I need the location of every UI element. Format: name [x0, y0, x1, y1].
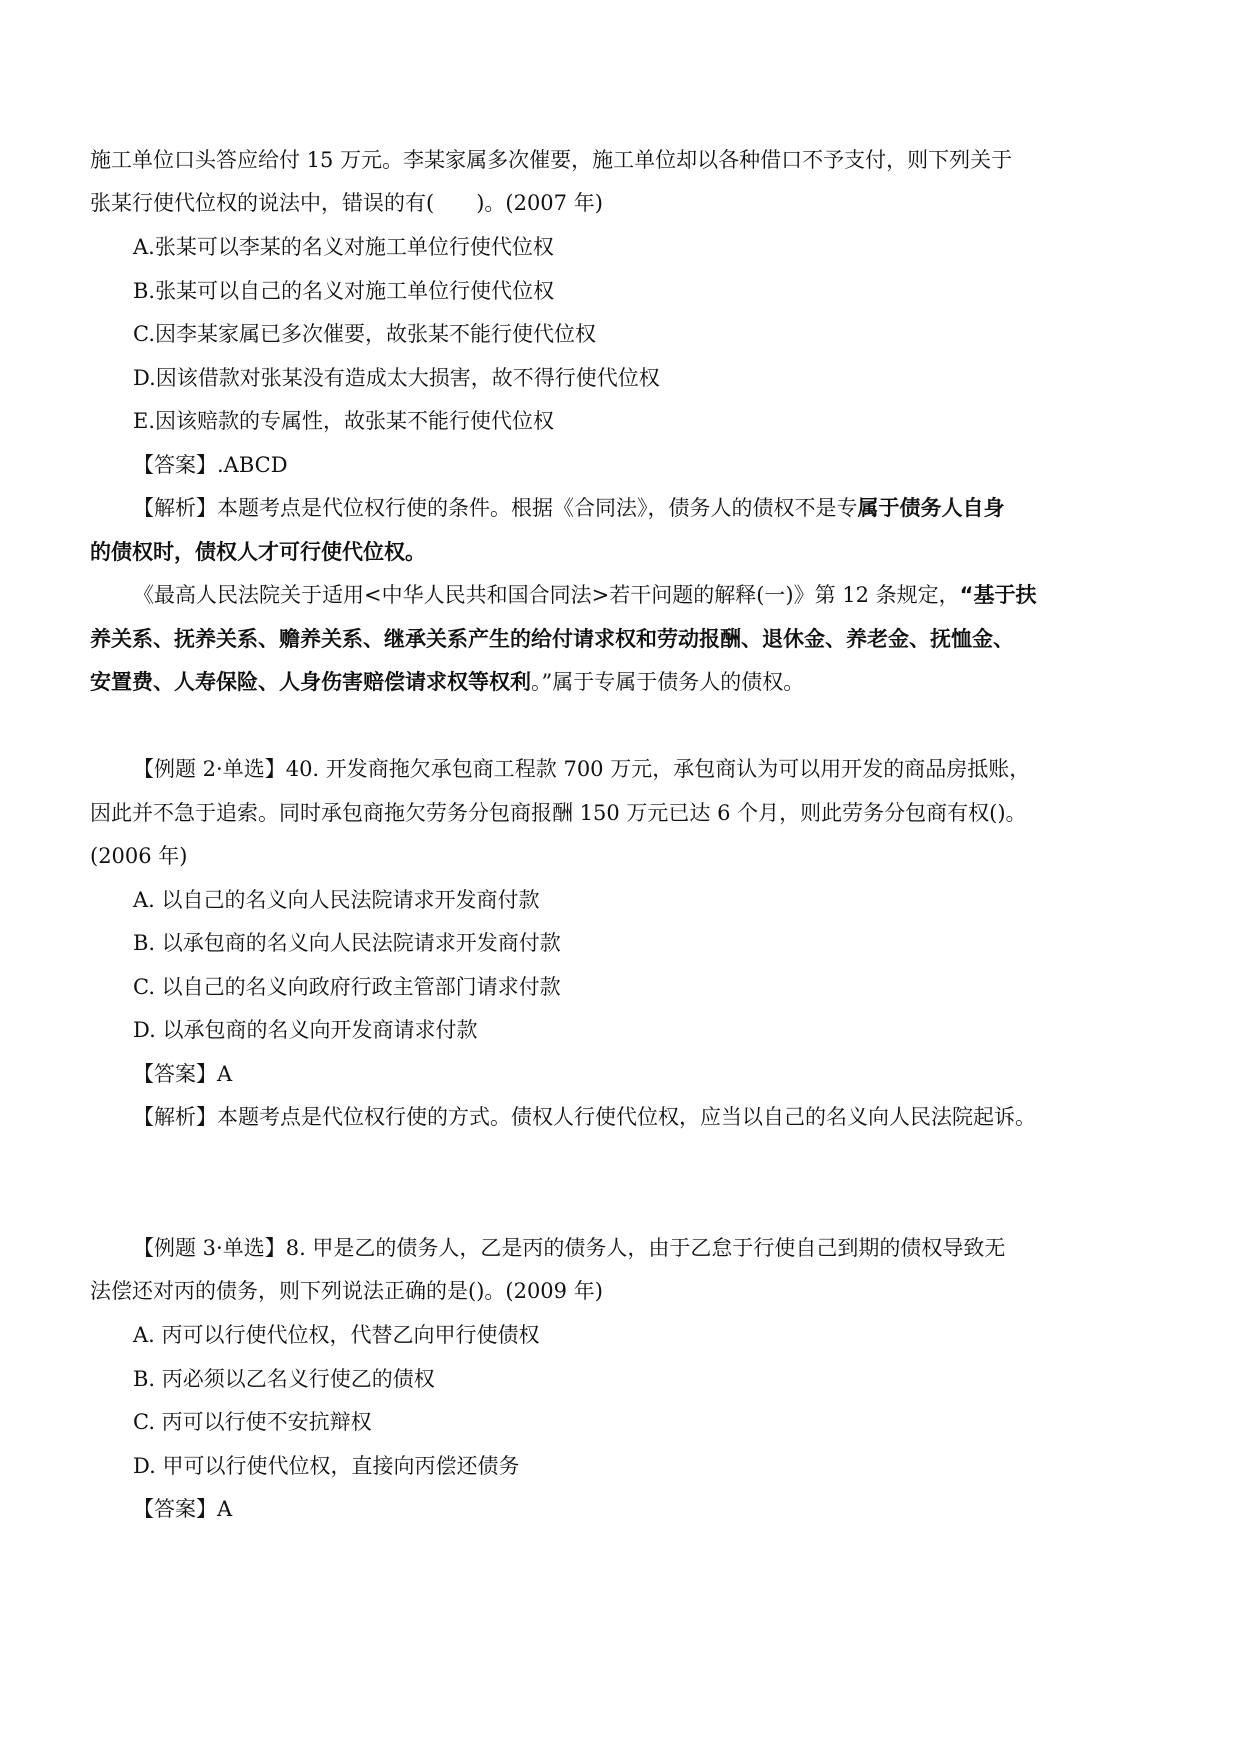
q1-stem-line-2: 张某行使代位权的说法中，错误的有( )。(2007 年): [90, 191, 603, 215]
q2-stem-line-2: 因此并不急于追索。同时承包商拖欠劳务分包商报酬 150 万元已达 6 个月，则此劳务分包商有权()。: [90, 801, 1027, 825]
q1-analysis-text: 【解析】本题考点是代位权行使的条件。根据《合同法》，债务人的债权不是专: [133, 496, 858, 520]
q2-analysis: 【解析】本题考点是代位权行使的方式。债权人行使代位权，应当以自己的名义向人民法院起诉。: [133, 1105, 1036, 1129]
q1-option-d: D.因该借款对张某没有造成太大损害，故不得行使代位权: [133, 366, 660, 390]
q1-option-b: B.张某可以自己的名义对施工单位行使代位权: [133, 279, 555, 303]
q1-quote-text: 《最高人民法院关于适用<中华人民共和国合同法>若干问题的解释(一)》第 12 条规定，: [133, 583, 960, 607]
q3-option-b: B. 丙必须以乙名义行使乙的债权: [133, 1367, 435, 1391]
q2-option-b: B. 以承包商的名义向人民法院请求开发商付款: [133, 931, 561, 955]
q1-quote-tail: 。”属于专属于债务人的债权。: [531, 670, 805, 694]
q1-quote-line-1: [133, 580, 1160, 610]
q1-stem-line-1: 施工单位口头答应给付 15 万元。李某家属多次催要，施工单位却以各种借口不予支付，则下列关于: [90, 148, 1013, 172]
q3-stem-line-1: 【例题 3·单选】8. 甲是乙的债务人，乙是丙的债务人，由于乙怠于行使自己到期的债权导致无: [133, 1236, 1006, 1260]
q3-option-c: C. 丙可以行使不安抗辩权: [133, 1410, 372, 1434]
q1-analysis-emphasis: 属于债务人自身: [857, 496, 1005, 520]
q1-quote-line-3: [90, 667, 1160, 697]
q2-stem-line-1: 【例题 2·单选】40. 开发商拖欠承包商工程款 700 万元，承包商认为可以用开发的商品房抵账，: [133, 757, 1031, 781]
q3-answer: 【答案】A: [133, 1497, 233, 1521]
q2-stem-line-3: (2006 年): [90, 844, 188, 868]
q1-option-c: C.因李某家属已多次催要，故张某不能行使代位权: [133, 322, 596, 346]
q1-analysis-line-2: [90, 537, 1160, 567]
q3-option-a: A. 丙可以行使代位权，代替乙向甲行使债权: [133, 1323, 540, 1347]
q2-option-c: C. 以自己的名义向政府行政主管部门请求付款: [133, 975, 561, 999]
q2-option-a: A. 以自己的名义向人民法院请求开发商付款: [133, 888, 540, 912]
q3-option-d: D. 甲可以行使代位权，直接向丙偿还债务: [133, 1454, 520, 1478]
q3-stem-line-2: 法偿还对丙的债务，则下列说法正确的是()。(2009 年): [90, 1279, 603, 1303]
q1-answer: 【答案】.ABCD: [133, 453, 288, 477]
q1-quote-emphasis-3: 安置费、人寿保险、人身伤害赔偿请求权等权利: [90, 670, 531, 694]
q1-quote-emphasis: “基于扶: [959, 583, 1037, 607]
q1-quote-emphasis-2: 养关系、抚养关系、赡养关系、继承关系产生的给付请求权和劳动报酬、退休金、养老金、抚恤金、: [90, 627, 1014, 651]
q1-analysis-line-1: [133, 493, 1160, 523]
q1-option-a: A.张某可以李某的名义对施工单位行使代位权: [133, 235, 554, 259]
q2-option-d: D. 以承包商的名义向开发商请求付款: [133, 1018, 478, 1042]
q1-option-e: E.因该赔款的专属性，故张某不能行使代位权: [133, 409, 555, 433]
q1-analysis-emphasis-2: 的债权时，债权人才可行使代位权。: [90, 540, 426, 564]
q1-quote-line-2: [90, 624, 1160, 654]
q2-answer: 【答案】A: [133, 1062, 233, 1086]
